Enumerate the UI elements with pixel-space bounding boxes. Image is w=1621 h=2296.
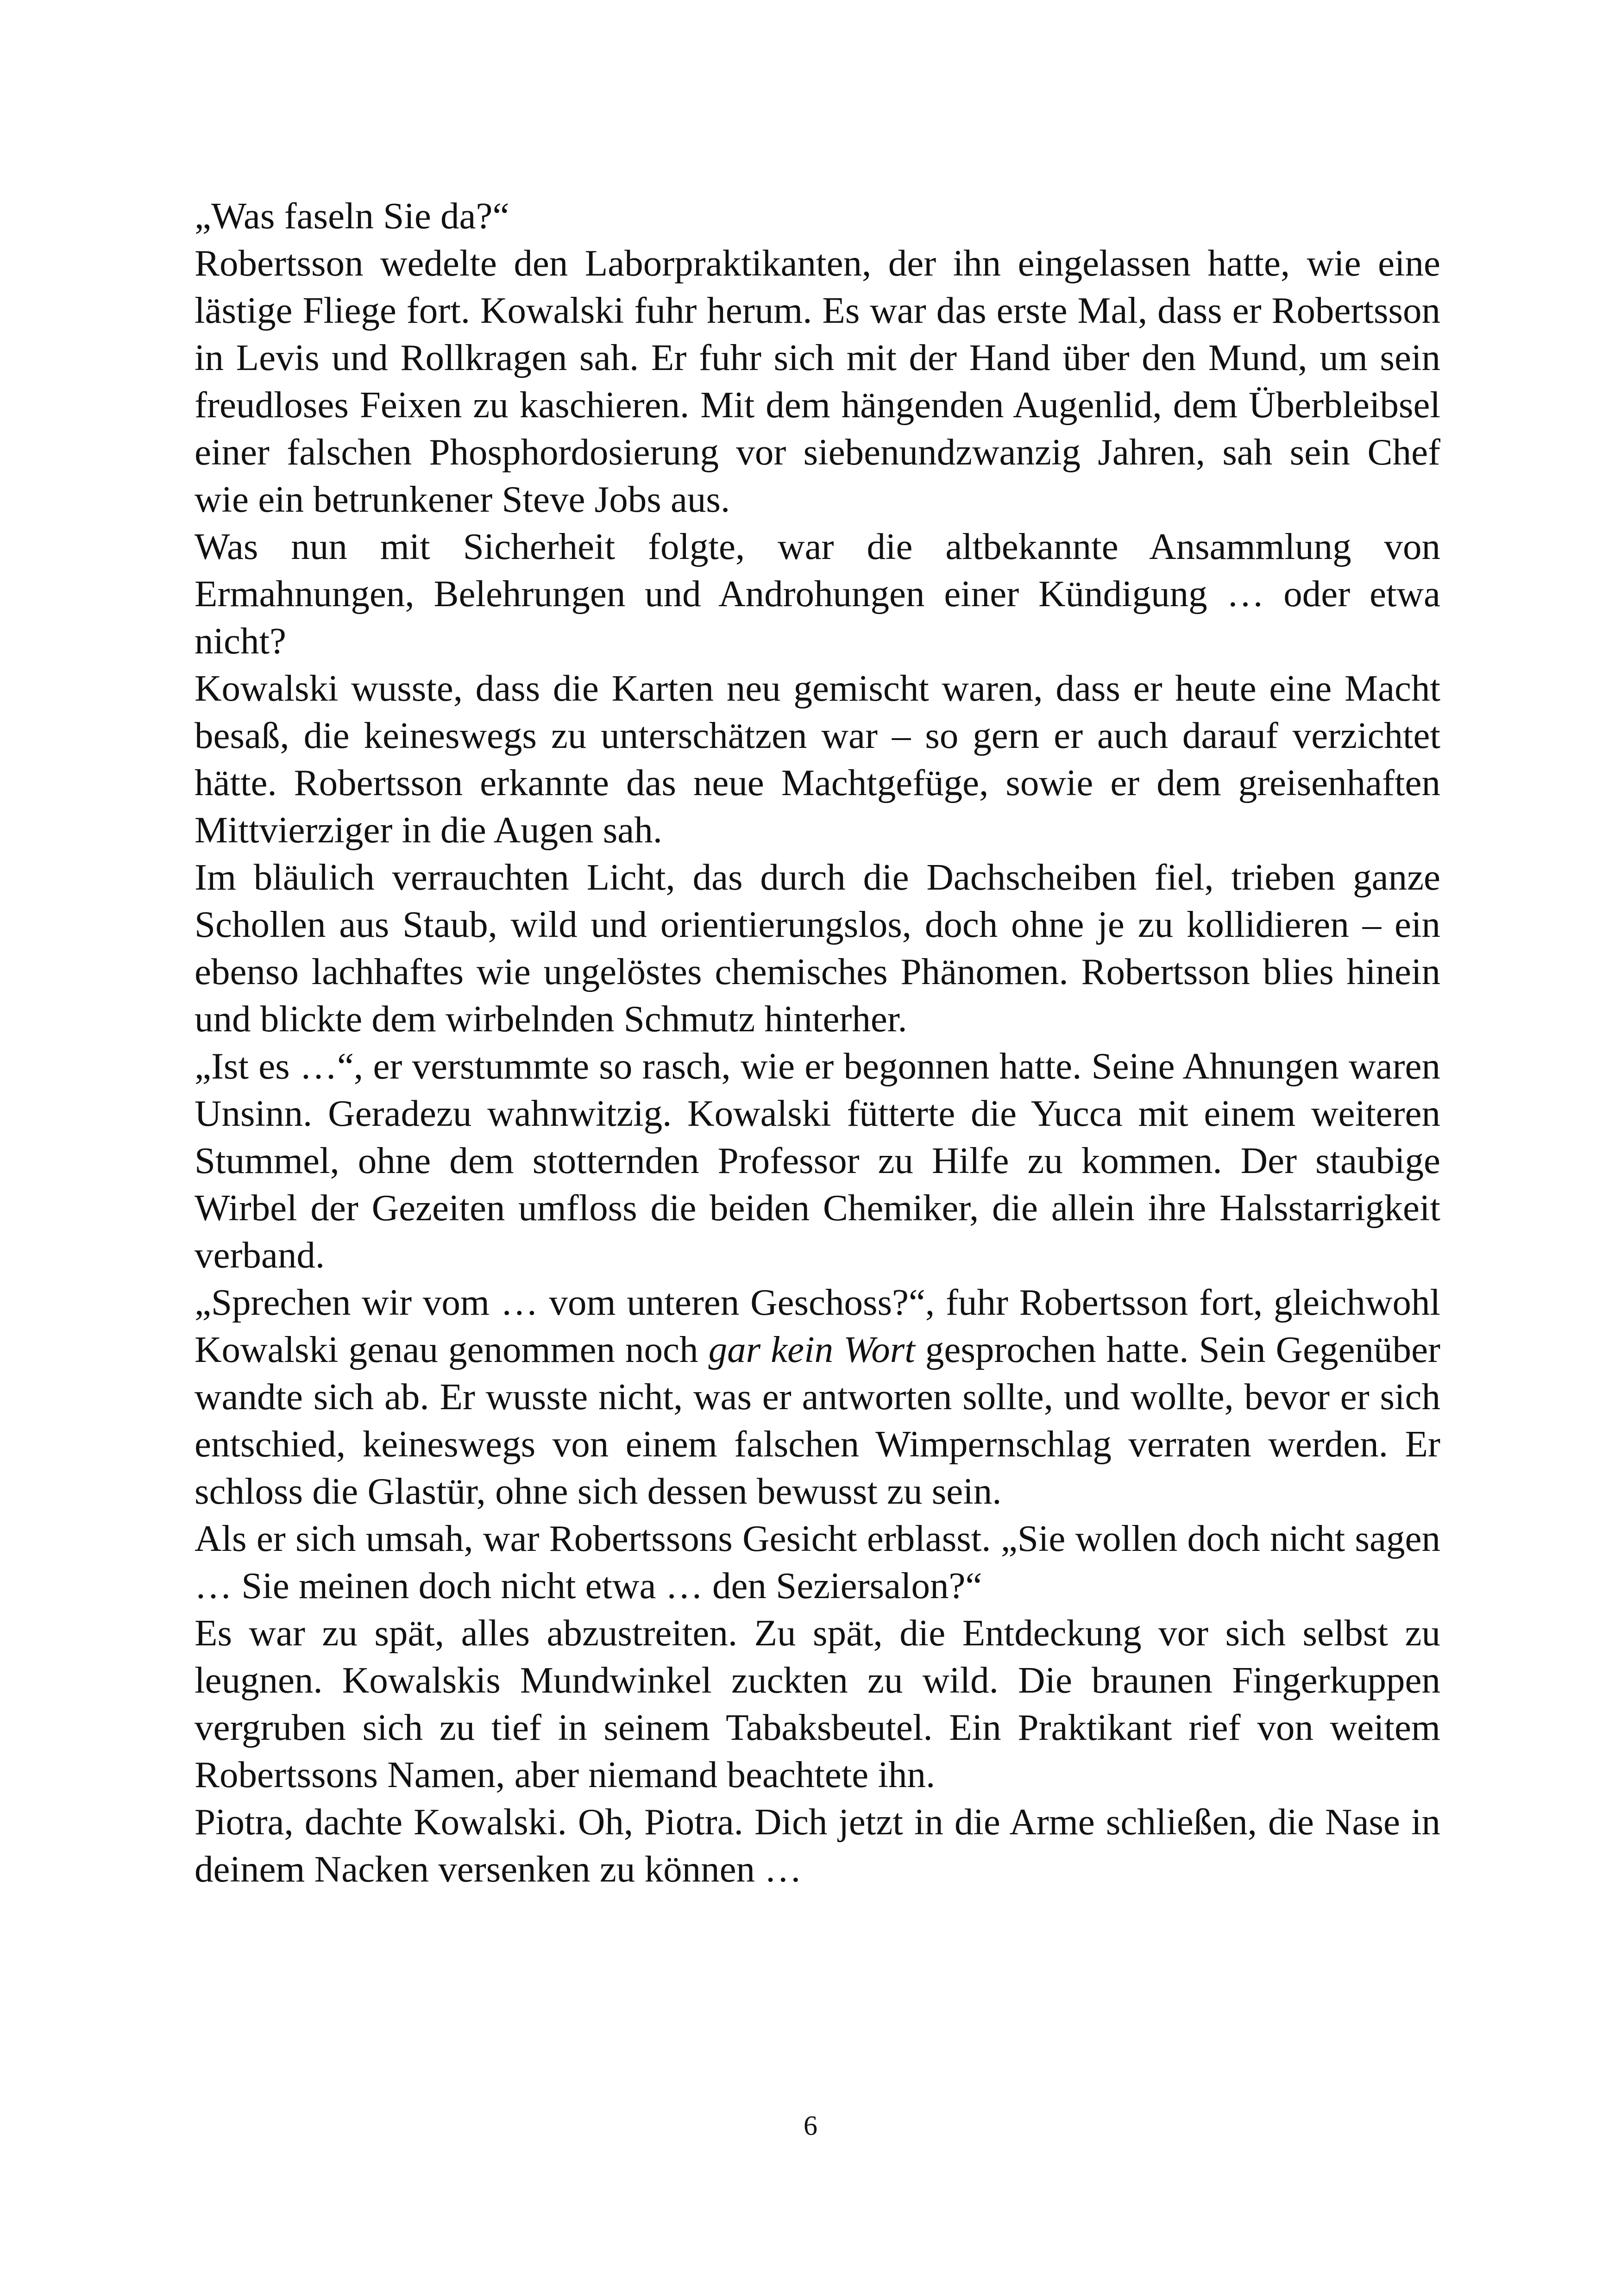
paragraph-9: Es war zu spät, alles abzustreiten. Zu spät, die Entdeckung vor sich selbst zu leugnen. Kowalskis Mundwinkel zuckten zu wild. Die braunen Fingerkuppen vergruben sich zu tief in seinem Tabaksbeutel. Ein Praktikant rief von weitem Robertssons Namen, aber niemand beachtete ihn.	[195, 1612, 1440, 1795]
body-text	[195, 192, 1440, 1893]
paragraph-7-text-before: „Sprechen wir vom … vom unteren Geschoss?“, fuhr Robertsson fort, gleichwohl Kowalski genau genommen noch	[195, 1281, 1440, 1370]
paragraph-7-text-after: gesprochen hatte. Sein Gegenüber wandte sich ab. Er wusste nicht, was er antworten sollte, und wollte, bevor er sich entschied, keineswegs von einem falschen Wimpernschlag verraten werden. Er schloss die Glastür, ohne sich dessen bewusst zu sein.	[195, 1329, 1441, 1512]
paragraph-5: Im bläulich verrauchten Licht, das durch die Dachscheiben fiel, trieben ganze Schollen aus Staub, wild und orientierungslos, doch ohne je zu kollidieren – ein ebenso lachhaftes wie ungelöstes chemisches Phänomen. Robertsson blies hinein und blickte dem wirbelnden Schmutz hinterher.	[195, 856, 1440, 1040]
paragraph-10: Piotra, dachte Kowalski. Oh, Piotra. Dich jetzt in die Arme schließen, die Nase in deinem Nacken versenken zu können …	[195, 1801, 1440, 1890]
paragraph-2: Robertsson wedelte den Laborpraktikanten, der ihn eingelassen hatte, wie eine lästige Fliege fort. Kowalski fuhr herum. Es war das erste Mal, dass er Robertsson in Levis und Rollkragen sah. Er fuhr sich mit der Hand über den Mund, um sein freudloses Feixen zu kaschieren. Mit dem hängenden Augenlid, dem Überbleibsel einer falschen Phosphordosierung vor siebenundzwanzig Jahren, sah sein Chef wie ein betrunkener Steve Jobs aus.	[195, 242, 1440, 520]
paragraph-3: Was nun mit Sicherheit folgte, war die altbekannte Ansammlung von Ermahnungen, Belehrungen und Androhungen einer Kündigung … oder etwa nicht?	[195, 526, 1440, 662]
paragraph-7	[195, 1279, 1440, 1515]
paragraph-1: „Was faseln Sie da?“	[195, 195, 509, 237]
paragraph-8: Als er sich umsah, war Robertssons Gesicht erblasst. „Sie wollen doch nicht sagen … Sie meinen doch nicht etwa … den Seziersalon?“	[195, 1518, 1440, 1606]
page-number: 6	[804, 2110, 817, 2141]
paragraph-7-emphasis: gar kein Wort	[708, 1329, 915, 1370]
paragraph-6: „Ist es …“, er verstummte so rasch, wie er begonnen hatte. Seine Ahnungen waren Unsinn. Geradezu wahnwitzig. Kowalski fütterte die Yucca mit einem weiteren Stummel, ohne dem stotternden Professor zu Hilfe zu kommen. Der staubige Wirbel der Gezeiten umfloss die beiden Chemiker, die allein ihre Halsstarrigkeit verband.	[195, 1045, 1440, 1276]
paragraph-4: Kowalski wusste, dass die Karten neu gemischt waren, dass er heute eine Macht besaß, die keineswegs zu unterschätzen war – so gern er auch darauf verzichtet hätte. Robertsson erkannte das neue Machtgefüge, sowie er dem greisenhaften Mittvierziger in die Augen sah.	[195, 667, 1440, 851]
